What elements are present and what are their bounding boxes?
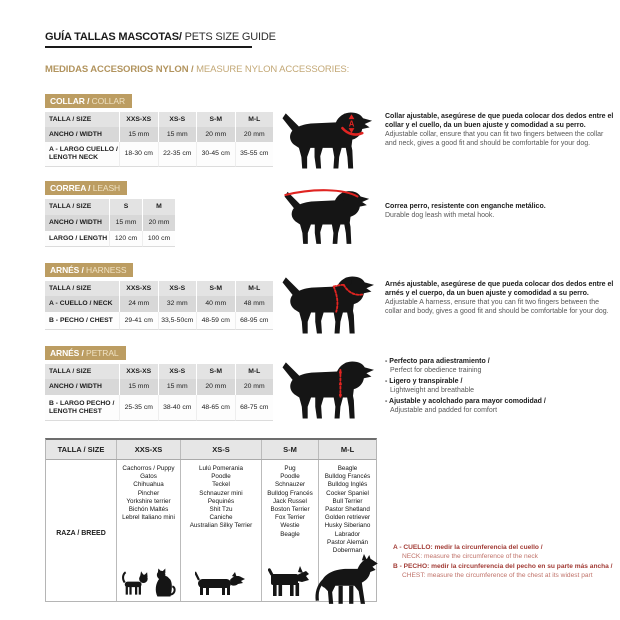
dog-leash-icon <box>282 188 374 247</box>
table-value: 15 mm <box>109 215 142 231</box>
page-title <box>45 31 276 48</box>
breed-row-label-cell <box>46 460 116 601</box>
dog-collar-icon <box>280 109 377 172</box>
table-value: 30-45 cm <box>196 142 235 167</box>
column-header: XXS-XS <box>119 364 158 379</box>
breed-item: Bulldog Francés <box>267 489 313 497</box>
breed-list <box>117 465 180 522</box>
page-title-spanish: GUÍA TALLAS MASCOTAS/ <box>45 31 182 43</box>
leash-description <box>385 202 615 220</box>
row-label: B - LARGO PECHO / LENGTH CHEST <box>45 395 119 421</box>
description-en: Durable dog leash with metal hook. <box>385 212 495 219</box>
dachshund-silhouette-icon <box>195 568 247 598</box>
german-shepherd-silhouette-icon <box>314 554 380 607</box>
description-en: Adjustable A harness, ensure that you can fit two fingers between the collar and body, gives a good fit and should be comfortable for your dog. <box>385 299 609 315</box>
breed-item: Pequinés <box>207 497 235 505</box>
column-header: TALLA / SIZE <box>45 281 119 296</box>
column-header: XS-S <box>180 440 261 459</box>
breed-item: Westie <box>280 522 300 530</box>
subtitle-english: MEASURE NYLON ACCESSORIES: <box>196 64 350 75</box>
breed-item: Fox Terrier <box>275 514 305 522</box>
column-header: M-L <box>318 440 376 459</box>
table-value: 15 mm <box>158 379 197 395</box>
petral-size-table <box>45 364 273 421</box>
badge-label-en: HARNESS <box>86 265 127 275</box>
column-header: XS-S <box>158 364 197 379</box>
page-subtitle <box>45 64 349 75</box>
column-header: XS-S <box>158 112 197 127</box>
breed-table-body <box>46 460 376 601</box>
column-header: TALLA / SIZE <box>45 112 119 127</box>
breed-item: Yorkshire terrier <box>126 497 171 505</box>
breed-item: Golden retriever <box>324 514 371 522</box>
breed-item: Bull Terrier <box>332 497 363 505</box>
table-value: 120 cm <box>109 231 142 247</box>
breed-item: Pastor Shetland <box>325 506 370 514</box>
breed-item: Boston Terrier <box>270 506 310 514</box>
measuring-notes <box>393 544 620 582</box>
breed-row-label: RAZA / BREED <box>56 529 106 537</box>
feature-en: Adjustable and padded for comfort <box>390 407 498 414</box>
table-value: 68-75 cm <box>235 395 274 421</box>
table-value: 38-40 cm <box>158 395 197 421</box>
badge-label-es: ARNÉS / <box>50 265 87 275</box>
breed-list <box>262 465 318 539</box>
harness-description <box>385 280 615 316</box>
dog-harness-icon <box>280 273 379 337</box>
row-label: B - PECHO / CHEST <box>45 312 119 330</box>
row-label: ANCHO / WIDTH <box>45 379 119 395</box>
badge-label-es: COLLAR / <box>50 96 92 106</box>
table-value: 48-65 cm <box>196 395 235 421</box>
table-value: 18-30 cm <box>119 142 158 167</box>
section-badge-petral <box>45 346 126 360</box>
breed-column-xs-s <box>180 460 261 601</box>
table-value: 33,5-50cm <box>158 312 197 330</box>
table-value: 68-95 cm <box>235 312 274 330</box>
column-header: M-L <box>235 364 274 379</box>
table-value: 15 mm <box>119 127 158 142</box>
column-header: S-M <box>196 364 235 379</box>
section-badge-leash <box>45 181 127 195</box>
table-header-row <box>45 199 175 215</box>
table-value: 48 mm <box>235 296 274 312</box>
badge-label-en: PETRAL <box>86 348 119 358</box>
column-header: M-L <box>235 112 274 127</box>
table-row <box>45 127 273 142</box>
table-value: 22-35 cm <box>158 142 197 167</box>
breed-item: Australian Silky Terrier <box>189 522 253 530</box>
badge-label-es: ARNÉS / <box>50 348 87 358</box>
table-row <box>45 231 175 247</box>
description-en: Adjustable collar, ensure that you can fit two fingers between the collar and neck, gives a good fit and should be comfortable for your dog. <box>385 131 604 147</box>
breed-item: Bulldog Francés <box>324 473 371 481</box>
breed-column-s-m <box>261 460 318 601</box>
description-es: Arnés ajustable, asegúrese de que pueda colocar dos dedos entre el arnés y el cuerpo, da un buen ajuste y comodidad a su perro. <box>385 281 614 297</box>
column-header: XXS-XS <box>119 281 158 296</box>
breed-item: Pastor Alemán <box>327 538 368 546</box>
column-header: S <box>109 199 142 215</box>
table-value: 20 mm <box>235 379 274 395</box>
column-header: TALLA / SIZE <box>45 364 119 379</box>
breed-item: Pug <box>284 465 296 472</box>
table-row <box>45 395 273 421</box>
row-label: ANCHO / WIDTH <box>45 215 109 231</box>
column-header: TALLA / SIZE <box>45 199 109 215</box>
breed-item: Poodle <box>280 473 300 481</box>
table-value: 40 mm <box>196 296 235 312</box>
breed-item: Teckel <box>212 481 230 489</box>
table-value: 35-55 cm <box>235 142 274 167</box>
table-value: 48-59 cm <box>196 312 235 330</box>
breed-table-header <box>46 440 376 460</box>
row-label: A - CUELLO / NECK <box>45 296 119 312</box>
table-value: 20 mm <box>142 215 175 231</box>
harness-size-table <box>45 281 273 330</box>
badge-label-en: LEASH <box>92 183 121 193</box>
table-value: 32 mm <box>158 296 197 312</box>
breed-column-m-l <box>318 460 376 601</box>
badge-label-es: CORREA / <box>50 183 93 193</box>
breed-item: Schnauzer mini <box>199 489 243 497</box>
breed-item: Beagle <box>337 465 358 472</box>
column-header: XXS-XS <box>119 112 158 127</box>
breed-item: Cachorros / Puppy <box>122 465 175 472</box>
feature-en: Perfect for obedience training <box>390 367 482 374</box>
row-label: A - LARGO CUELLO / LENGTH NECK <box>45 142 119 167</box>
table-value: 15 mm <box>158 127 197 142</box>
breed-item: Bichón Maltés <box>128 506 169 514</box>
note-b-es: B - PECHO: medir la circunferencia del pecho en su parte más ancha / <box>393 563 613 571</box>
breed-item: Jack Russel <box>273 497 307 505</box>
breed-item: Gatos <box>140 473 157 481</box>
petral-features <box>385 357 615 417</box>
feature-es: - Ajustable y acolchado para mayor comodidad / <box>385 398 546 405</box>
table-value: 15 mm <box>119 379 158 395</box>
breed-item: Husky Siberiano <box>324 522 371 530</box>
table-row <box>45 312 273 330</box>
breed-column-xxs-xs <box>116 460 180 601</box>
row-label: LARGO / LENGTH <box>45 231 109 247</box>
breed-item: Poodle <box>211 473 231 481</box>
breed-item: Bulldog Inglés <box>327 481 368 489</box>
breed-item: Shit Tzu <box>209 506 233 514</box>
breed-item: Labrador <box>334 530 361 538</box>
table-header-row <box>45 112 273 127</box>
cats-silhouette-icon <box>121 566 177 599</box>
breed-item: Schnauzer <box>274 481 306 489</box>
measure-letter-a: A <box>348 119 355 129</box>
table-value: 20 mm <box>196 127 235 142</box>
section-badge-collar <box>45 94 132 108</box>
table-value: 100 cm <box>142 231 175 247</box>
column-header: S-M <box>261 440 318 459</box>
feature-es: - Perfecto para adiestramiento / <box>385 358 490 365</box>
breed-item: Beagle <box>280 530 300 538</box>
table-value: 20 mm <box>235 127 274 142</box>
collar-description <box>385 112 615 148</box>
table-row <box>45 142 273 167</box>
column-header: M <box>142 199 175 215</box>
note-b-en: CHEST: measure the circumference of the chest at its widest part <box>402 571 593 579</box>
badge-label-en: COLLAR <box>91 96 126 106</box>
column-header: TALLA / SIZE <box>57 445 105 454</box>
table-header-row <box>45 364 273 379</box>
breed-size-table <box>45 438 377 602</box>
page-title-english: PETS SIZE GUIDE <box>181 31 276 43</box>
breed-item: Lebrel Italiano mini <box>122 514 175 522</box>
table-row <box>45 215 175 231</box>
breed-item: Caniche <box>209 514 233 522</box>
section-badge-harness <box>45 263 133 277</box>
table-value: 24 mm <box>119 296 158 312</box>
table-value: 20 mm <box>196 379 235 395</box>
feature-en: Lightweight and breathable <box>390 387 475 394</box>
column-header: S-M <box>196 281 235 296</box>
breed-list <box>319 465 376 555</box>
feature-es: - Ligero y transpirable / <box>385 378 463 385</box>
leash-size-table <box>45 199 175 247</box>
breed-item: Pincher <box>137 489 160 497</box>
breed-item: Chihuahua <box>133 481 164 489</box>
column-header: XS-S <box>158 281 197 296</box>
table-value: 25-35 cm <box>119 395 158 421</box>
note-a-es: A - CUELLO: medir la circunferencia del cuello / <box>393 544 543 551</box>
dog-petral-icon <box>280 358 379 422</box>
description-es: Correa perro, resistente con enganche metálico. <box>385 203 546 210</box>
column-header: S-M <box>196 112 235 127</box>
breed-item: Doberman <box>332 547 363 555</box>
table-header-row <box>45 281 273 296</box>
description-es: Collar ajustable, asegúrese de que pueda colocar dos dedos entre el collar y el cuello, da un buen ajuste y comodidad a su perro. <box>385 113 614 129</box>
collar-size-table <box>45 112 273 167</box>
breed-item: Lulú Pomerania <box>198 465 244 472</box>
row-label: ANCHO / WIDTH <box>45 127 119 142</box>
column-header: M-L <box>235 281 274 296</box>
schnauzer-silhouette-icon <box>268 565 314 599</box>
table-row <box>45 296 273 312</box>
table-row <box>45 379 273 395</box>
column-header: XXS-XS <box>116 440 180 459</box>
breed-item: Cocker Spaniel <box>326 489 369 497</box>
breed-list <box>181 465 261 531</box>
table-value: 29-41 cm <box>119 312 158 330</box>
note-a-en: NECK: measure the circumference of the neck <box>402 552 538 560</box>
subtitle-spanish: MEDIDAS ACCESORIOS NYLON / <box>45 64 197 75</box>
